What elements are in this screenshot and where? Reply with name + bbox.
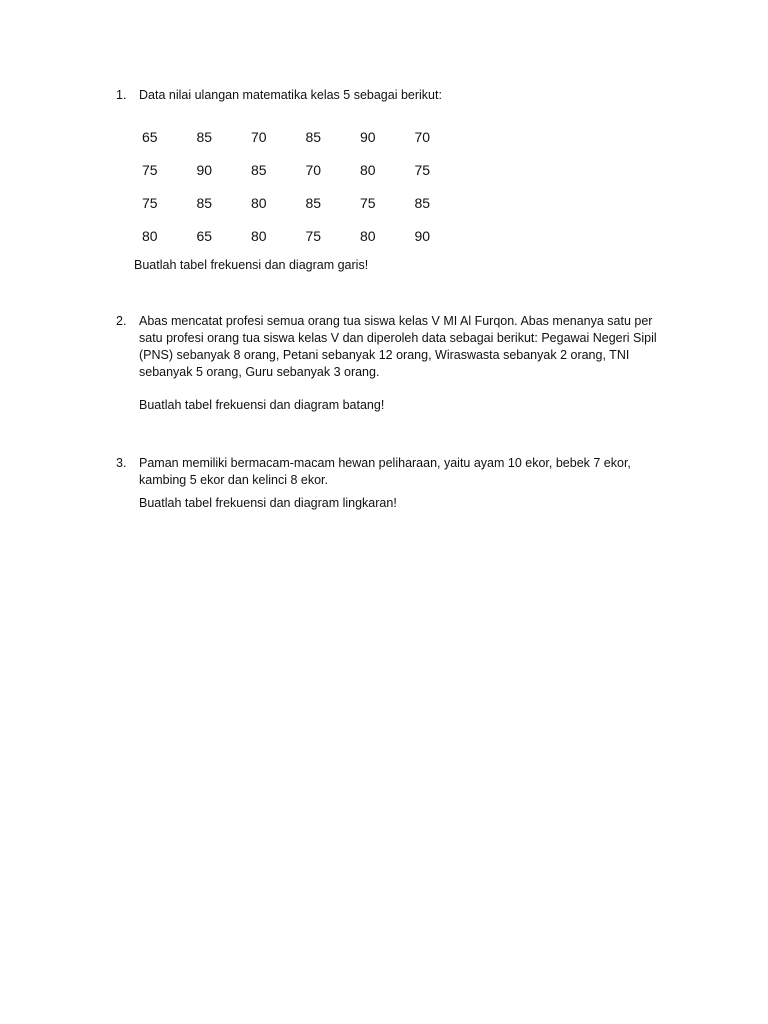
question-text-line: Paman memiliki bermacam-macam hewan peliharaan, yaitu ayam 10 ekor, bebek 7 ekor,: [139, 456, 631, 470]
score-value: 70: [305, 162, 322, 178]
question-1: [116, 87, 696, 274]
score-value: 75: [142, 162, 158, 178]
score-value: 85: [305, 195, 322, 211]
score-value: 75: [360, 195, 376, 211]
score-value: 80: [142, 228, 158, 244]
question-number: 1.: [116, 88, 127, 102]
score-grid: [142, 121, 696, 253]
score-value: 90: [360, 129, 376, 145]
question-number: 3.: [116, 456, 127, 470]
question-prompt: Data nilai ulangan matematika kelas 5 sebagai berikut:: [139, 88, 442, 102]
score-value: 75: [305, 228, 322, 244]
score-row: [142, 121, 696, 154]
question-instruction: Buatlah tabel frekuensi dan diagram batang!: [139, 398, 385, 412]
score-value: 70: [251, 129, 267, 145]
question-text-line: kambing 5 ekor dan kelinci 8 ekor.: [139, 473, 328, 487]
score-value: 85: [251, 162, 267, 178]
question-number: 2.: [116, 314, 127, 328]
score-value: 80: [251, 195, 267, 211]
score-value: 65: [142, 129, 158, 145]
score-value: 85: [196, 195, 213, 211]
score-value: 80: [360, 228, 376, 244]
question-text-line: satu profesi orang tua siswa kelas V dan diperoleh data sebagai berikut: Pegawai Negeri Sipil: [139, 331, 657, 345]
score-value: 70: [414, 129, 431, 145]
score-value: 80: [251, 228, 267, 244]
question-2: [116, 313, 696, 414]
score-value: 85: [305, 129, 322, 145]
score-row: [142, 187, 696, 220]
question-text-line: sebanyak 5 orang, Guru sebanyak 3 orang.: [139, 365, 380, 379]
score-value: 75: [142, 195, 158, 211]
score-value: 80: [360, 162, 376, 178]
score-value: 85: [196, 129, 213, 145]
score-value: 85: [414, 195, 431, 211]
score-row: [142, 154, 696, 187]
score-row: [142, 220, 696, 253]
question-text-line: (PNS) sebanyak 8 orang, Petani sebanyak 12 orang, Wiraswasta sebanyak 2 orang, TNI: [139, 348, 630, 362]
question-instruction: Buatlah tabel frekuensi dan diagram garis!: [134, 258, 369, 272]
score-value: 65: [196, 228, 213, 244]
score-value: 90: [196, 162, 213, 178]
question-3: [116, 455, 696, 512]
question-text-line: Abas mencatat profesi semua orang tua siswa kelas V MI Al Furqon. Abas menanya satu per: [139, 314, 653, 328]
question-instruction: Buatlah tabel frekuensi dan diagram lingkaran!: [139, 496, 397, 510]
score-value: 90: [414, 228, 431, 244]
score-value: 75: [414, 162, 431, 178]
